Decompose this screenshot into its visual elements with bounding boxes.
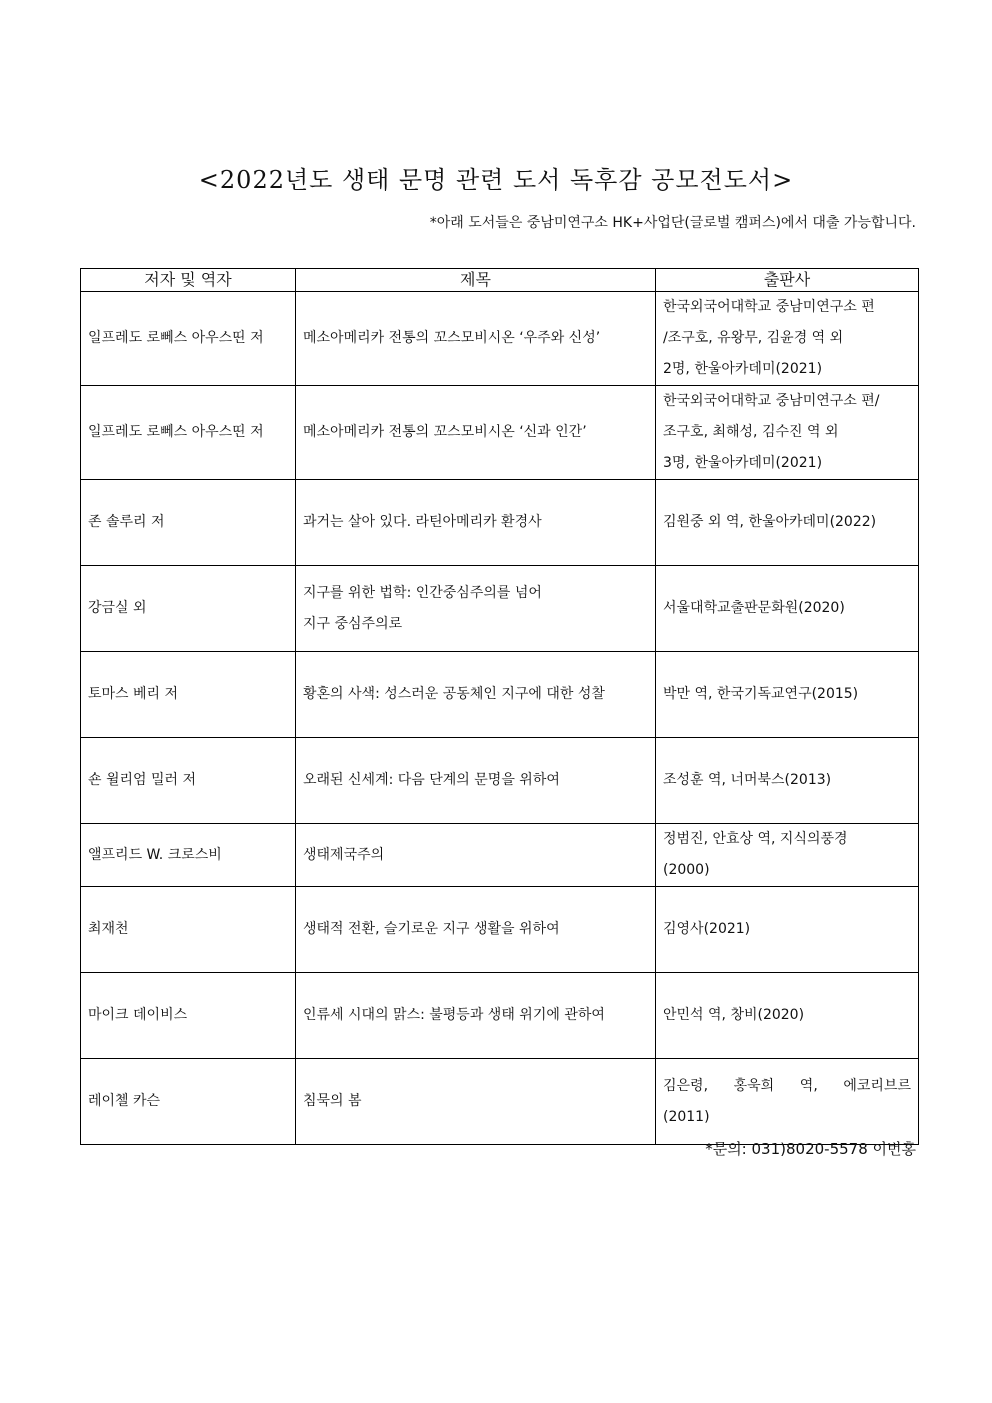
title-line: 인류세 시대의 맑스: 불평등과 생태 위기에 관하여 [303,1007,605,1023]
publisher-line: 조성훈 역, 너머북스(2013) [663,772,832,788]
title-line: 과거는 살아 있다. 라틴아메리카 환경사 [303,514,542,530]
title-line: 지구 중심주의로 [303,615,403,632]
title-cell [296,566,656,652]
title-cell [296,1059,656,1145]
publisher-line: (2000) [663,862,710,878]
publisher-line: 2명, 한울아카데미(2021) [663,361,823,377]
publisher-line: 서울대학교출판문화원(2020) [663,600,845,616]
publisher-line: 정범진, 안효상 역, 지식의풍경 [663,831,848,847]
publisher-cell [656,386,919,480]
publisher-line: 3명, 한울아카데미(2021) [663,455,823,471]
author-cell: 토마스 베리 저 [81,652,296,738]
title-cell [296,973,656,1059]
title-line: 생태적 전환, 슬기로운 지구 생활을 위하여 [303,921,560,937]
title-line: 황혼의 사색: 성스러운 공동체인 지구에 대한 성찰 [303,686,605,702]
title-cell [296,824,656,887]
table-row [81,292,919,386]
title-line: 오래된 신세계: 다음 단계의 문명을 위하여 [303,772,560,788]
publisher-cell [656,652,919,738]
publisher-cell [656,887,919,973]
author-cell: 존 솔루리 저 [81,480,296,566]
publisher-cell [656,738,919,824]
header-title: 제목 [296,269,656,292]
table-row [81,824,919,887]
author-cell: 강금실 외 [81,566,296,652]
title-cell [296,652,656,738]
table-row [81,738,919,824]
table-row [81,973,919,1059]
title-cell [296,480,656,566]
publisher-cell [656,566,919,652]
author-cell: 레이첼 카슨 [81,1059,296,1145]
publisher-line: 김원중 외 역, 한울아카데미(2022) [663,514,877,530]
table-row [81,386,919,480]
table-row [81,1059,919,1145]
publisher-line: (2011) [663,1108,710,1125]
title-line: 메소아메리카 전통의 꼬스모비시온 ‘신과 인간’ [303,424,587,440]
title-cell [296,386,656,480]
publisher-cell [656,973,919,1059]
book-list-table [80,268,919,1145]
title-cell [296,292,656,386]
publisher-cell [656,480,919,566]
publisher-line: 김영사(2021) [663,921,751,937]
publisher-cell [656,824,919,887]
publisher-line: 한국외국어대학교 중남미연구소 편 [663,299,875,315]
author-cell: 일프레도 로뻬스 아우스띤 저 [81,386,296,480]
title-line: 메소아메리카 전통의 꼬스모비시온 ‘우주와 신성’ [303,330,601,346]
table-row [81,566,919,652]
header-author: 저자 및 역자 [81,269,296,292]
table-header-row [81,269,919,292]
title-line: 생태제국주의 [303,846,385,863]
contact-note: *문의: 031)8020-5578 이번홍 [705,1140,916,1158]
page-title: <2022년도 생태 문명 관련 도서 독후감 공모전도서> [198,166,794,194]
publisher-line: 김은령, 홍욱희 역, 에코리브르 [663,1077,911,1094]
table-row [81,887,919,973]
publisher-line: 조구호, 최해성, 김수진 역 외 [663,424,839,440]
publisher-cell [656,1059,919,1145]
publisher-line: /조구호, 유왕무, 김윤경 역 외 [663,330,844,346]
title-line: 지구를 위한 법학: 인간중심주의를 넘어 [303,584,542,601]
publisher-line: 안민석 역, 창비(2020) [663,1007,805,1023]
availability-note: *아래 도서들은 중남미연구소 HK+사업단(글로벌 캠퍼스)에서 대출 가능합니다. [429,215,916,231]
author-cell: 앨프리드 W. 크로스비 [81,824,296,887]
publisher-line: 한국외국어대학교 중남미연구소 편/ [663,393,880,409]
table-row [81,480,919,566]
title-cell [296,738,656,824]
publisher-line: 박만 역, 한국기독교연구(2015) [663,686,859,702]
author-cell: 일프레도 로뻬스 아우스띤 저 [81,292,296,386]
author-cell: 마이크 데이비스 [81,973,296,1059]
publisher-cell [656,292,919,386]
author-cell: 숀 윌리엄 밀러 저 [81,738,296,824]
title-cell [296,887,656,973]
author-cell: 최재천 [81,887,296,973]
title-line: 침묵의 봄 [303,1093,362,1109]
table-row [81,652,919,738]
header-publisher: 출판사 [656,269,919,292]
